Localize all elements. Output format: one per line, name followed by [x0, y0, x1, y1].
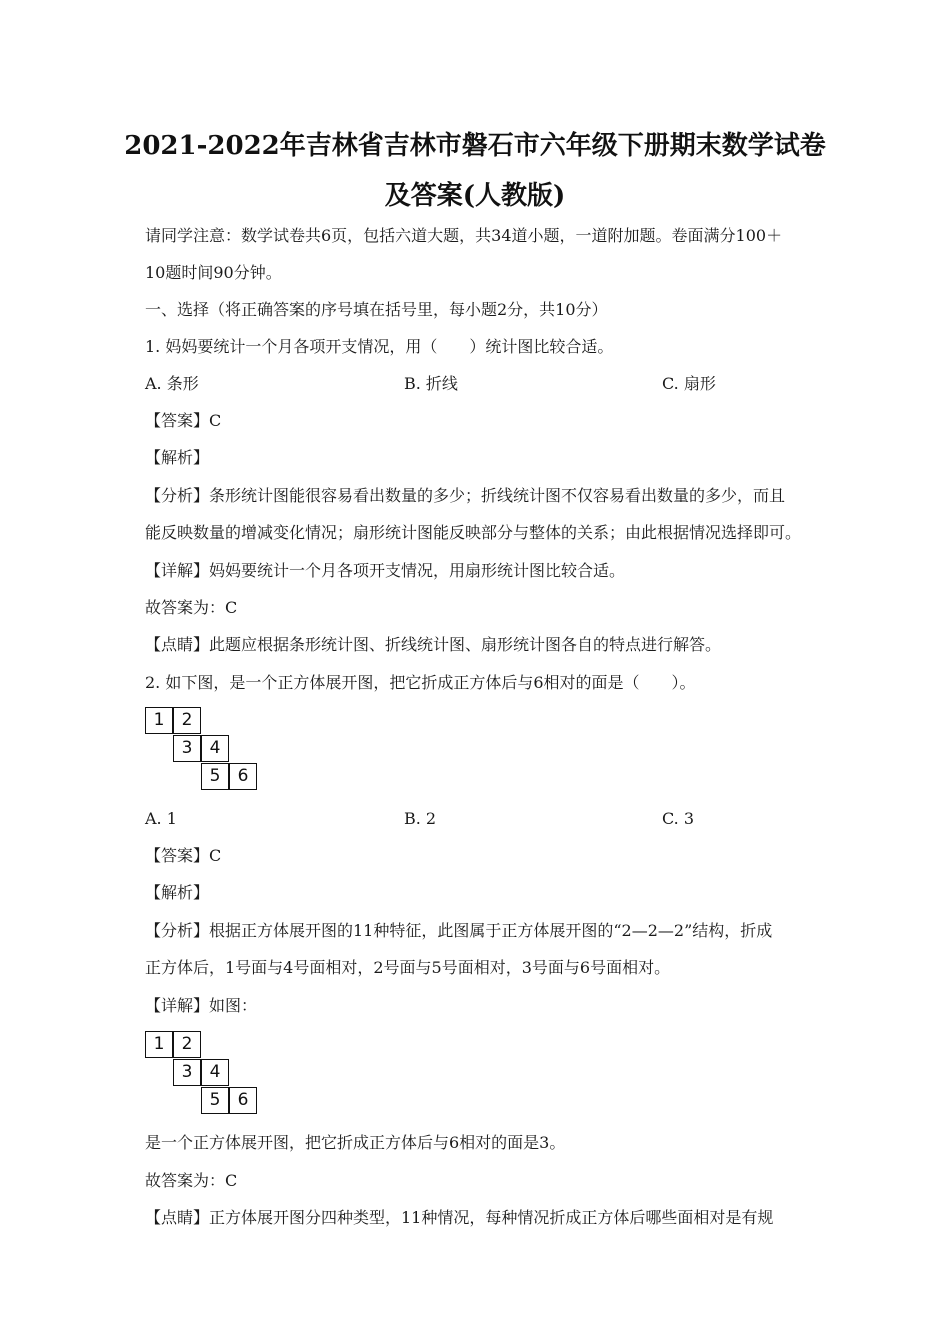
notice-line-2: 10题时间90分钟。	[145, 263, 282, 282]
q1-option-c: C. 扇形	[662, 374, 716, 393]
section-heading: 一、选择（将正确答案的序号填在括号里，每小题2分，共10分）	[145, 300, 608, 319]
net-cell: 5	[201, 763, 229, 790]
q2-analysis-2: 正方体后，1号面与4号面相对，2号面与5号面相对，3号面与6号面相对。	[145, 958, 671, 977]
q2-comment: 【点睛】正方体展开图分四种类型，11种情况，每种情况折成正方体后哪些面相对是有规	[145, 1208, 774, 1227]
net-cell: 4	[201, 1059, 229, 1086]
q2-detail: 【详解】如图：	[145, 996, 258, 1015]
q1-conclusion: 故答案为：C	[145, 598, 238, 617]
notice-line-1: 请同学注意：数学试卷共6页，包括六道大题，共34道小题，一道附加题。卷面满分100＋	[145, 226, 783, 245]
net-cell: 2	[173, 1031, 201, 1058]
net-cell: 5	[201, 1087, 229, 1114]
q1-analysis-2: 能反映数量的增减变化情况；扇形统计图能反映部分与整体的关系；由此根据情况选择即可。	[145, 523, 802, 542]
q2-answer: 【答案】C	[145, 846, 222, 865]
net-cell: 1	[145, 1031, 173, 1058]
cube-net-figure	[145, 707, 265, 795]
q1-comment: 【点睛】此题应根据条形统计图、折线统计图、扇形统计图各自的特点进行解答。	[145, 635, 722, 654]
q1-option-b: B. 折线	[404, 374, 458, 393]
q2-analysis-1: 【分析】根据正方体展开图的11种特征，此图属于正方体展开图的“2—2—2”结构，折成	[145, 921, 773, 940]
net-cell: 3	[173, 735, 201, 762]
net-cell: 6	[229, 763, 257, 790]
q2-stem: 2. 如下图，是一个正方体展开图，把它折成正方体后与6相对的面是（ ）。	[145, 673, 696, 692]
q1-jiexi: 【解析】	[145, 448, 210, 467]
cube-net-figure-detail	[145, 1031, 265, 1119]
q2-option-b: B. 2	[404, 809, 437, 828]
page-title-line-1: 2021-2022年吉林省吉林市磐石市六年级下册期末数学试卷	[124, 131, 826, 161]
net-cell: 4	[201, 735, 229, 762]
q1-detail: 【详解】妈妈要统计一个月各项开支情况，用扇形统计图比较合适。	[145, 561, 626, 580]
q2-jiexi: 【解析】	[145, 883, 210, 902]
net-cell: 6	[229, 1087, 257, 1114]
q1-stem: 1. 妈妈要统计一个月各项开支情况，用（ ）统计图比较合适。	[145, 337, 614, 356]
q1-option-a: A. 条形	[145, 374, 199, 393]
q2-option-a: A. 1	[145, 809, 177, 828]
page-title-line-2: 及答案(人教版)	[384, 181, 566, 211]
net-cell: 1	[145, 707, 173, 734]
q2-option-c: C. 3	[662, 809, 695, 828]
q1-answer: 【答案】C	[145, 411, 222, 430]
net-cell: 2	[173, 707, 201, 734]
q2-after-net: 是一个正方体展开图，把它折成正方体后与6相对的面是3。	[145, 1133, 566, 1152]
q2-conclusion: 故答案为：C	[145, 1171, 238, 1190]
q1-analysis-1: 【分析】条形统计图能很容易看出数量的多少；折线统计图不仅容易看出数量的多少，而且	[145, 486, 786, 505]
net-cell: 3	[173, 1059, 201, 1086]
